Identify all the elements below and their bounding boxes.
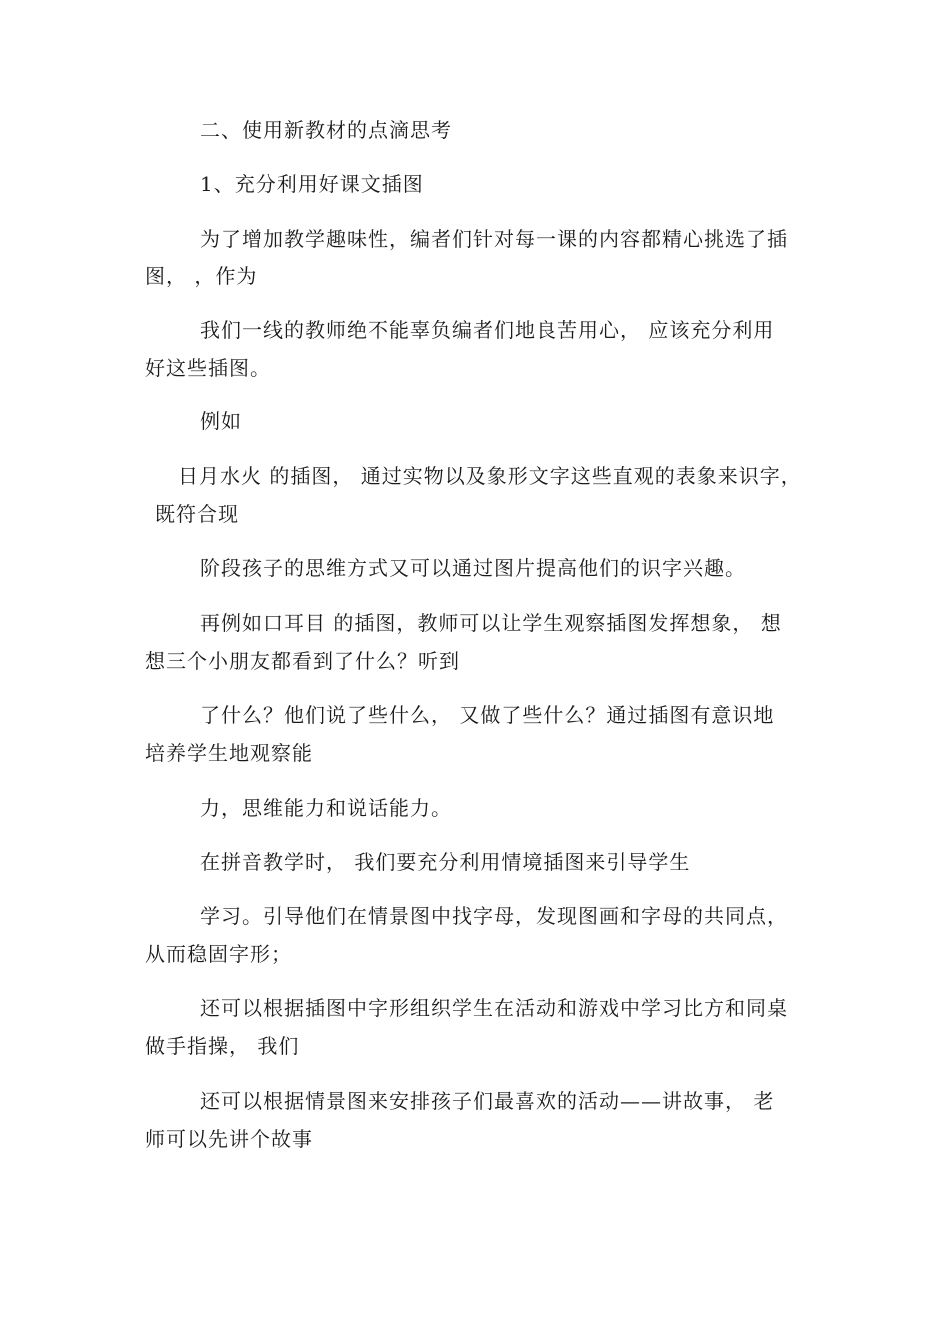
paragraph-line: 培养学生地观察能 (145, 741, 313, 765)
paragraph-line: 想三个小朋友都看到了什么？听到 (145, 649, 460, 673)
subsection-heading: 1、充分利用好课文插图 (200, 172, 424, 196)
paragraph-line: 再例如口耳目 的插图，教师可以让学生观察插图发挥想象， 想 (200, 611, 782, 635)
paragraph-line: 力，思维能力和说话能力。 (200, 796, 452, 820)
paragraph-line: 我们一线的教师绝不能辜负编者们地良苦用心， 应该充分利用 (200, 318, 775, 342)
paragraph-line: 了什么？他们说了些什么， 又做了些什么？通过插图有意识地 (200, 703, 775, 727)
paragraph-line: 学习。引导他们在情景图中找字母，发现图画和字母的共同点， (200, 904, 788, 928)
paragraph-line: 在拼音教学时， 我们要充分利用情境插图来引导学生 (200, 850, 691, 874)
paragraph-line: 好这些插图。 (145, 356, 271, 380)
paragraph-line: 既符合现 (155, 502, 239, 526)
paragraph-line: 阶段孩子的思维方式又可以通过图片提高他们的识字兴趣。 (200, 556, 746, 580)
paragraph-line: 为了增加教学趣味性，编者们针对每一课的内容都精心挑选了插 (200, 227, 788, 251)
paragraph-line: 还可以根据情景图来安排孩子们最喜欢的活动——讲故事， 老 (200, 1089, 775, 1113)
paragraph-line: 例如 (200, 409, 242, 433)
paragraph-line: 做手指操， 我们 (145, 1034, 300, 1058)
paragraph-line: 图， ，作为 (145, 264, 258, 288)
section-heading: 二、使用新教材的点滴思考 (200, 118, 452, 142)
paragraph-line: 还可以根据插图中字形组织学生在活动和游戏中学习比方和同桌 (200, 996, 788, 1020)
paragraph-line: 从而稳固字形； (145, 942, 292, 966)
paragraph-line: 师可以先讲个故事 (145, 1127, 313, 1151)
paragraph-line: 日月水火 的插图， 通过实物以及象形文字这些直观的表象来识字， (178, 464, 802, 488)
